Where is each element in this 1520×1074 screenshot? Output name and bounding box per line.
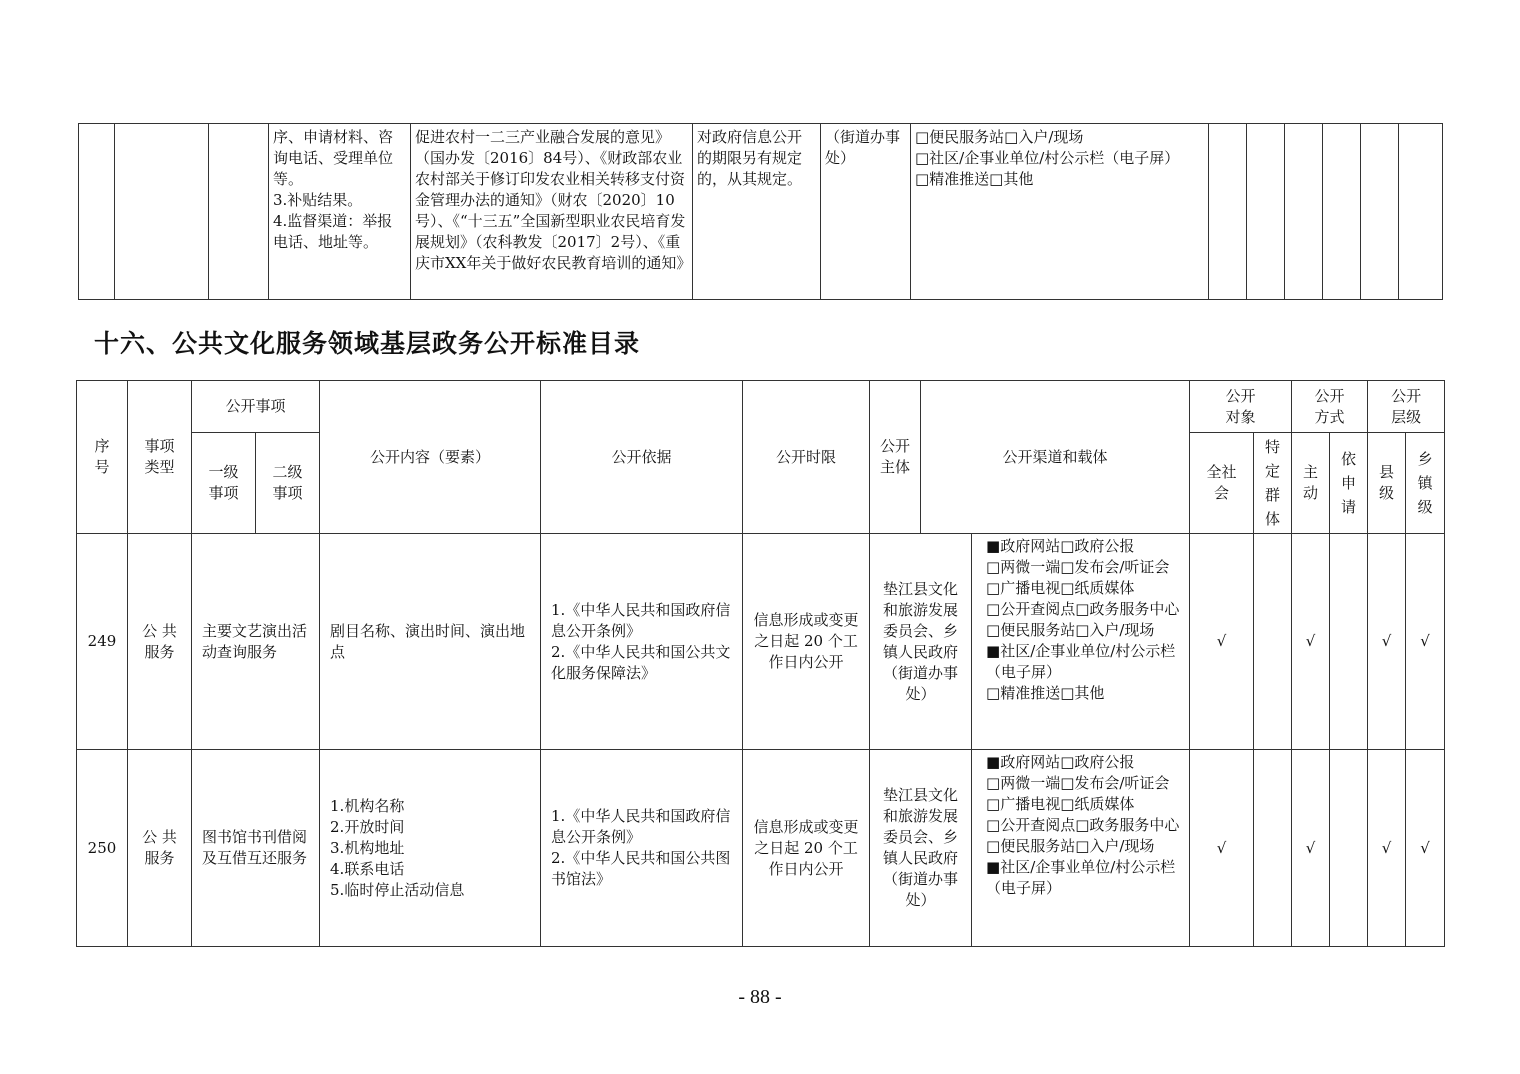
channels-cell: □便民服务站□入户/现场 □社区/企事业单位/村公示栏（电子屏） □精准推送□其他	[911, 124, 1209, 300]
header-active: 主 动	[1292, 433, 1330, 534]
county-cell: √	[1368, 534, 1406, 750]
header-seq: 序 号	[77, 381, 128, 534]
basis-cell: 促进农村一二三产业融合发展的意见》（国办发〔2016〕84号）、《财政部农业农村部关于修订印发农业相关转移支付资金管理办法的通知》（财农〔2020〕10号）、《“十三五”全国新型职业农民培育发展规划》（农科教发〔2017〕2号）、《重庆市XX年关于做好农民教育培训的通知》	[411, 124, 693, 300]
table-row	[77, 534, 1445, 750]
time-limit-cell: 信息形成或变更之日起 20 个工作日内公开	[743, 750, 870, 947]
channels-cell: ■政府网站□政府公报 □两微一端□发布会/听证会 □广播电视□纸质媒体 □公开查阅点□政务服务中心 □便民服务站□入户/现场 ■社区/企事业单位/村公示栏（电子屏） □精准推送□其他	[972, 534, 1190, 750]
channels-cell: ■政府网站□政府公报 □两微一端□发布会/听证会 □广播电视□纸质媒体 □公开查阅点□政务服务中心 □便民服务站□入户/现场 ■社区/企事业单位/村公示栏（电子屏）	[972, 750, 1190, 947]
content-cell: 序、申请材料、咨询电话、受理单位等。 3.补贴结果。 4.监督渠道：举报电话、地址等。	[269, 124, 411, 300]
header-level1: 一级 事项	[192, 433, 256, 534]
header-time-limit: 公开时限	[743, 381, 870, 534]
header-county: 县 级	[1368, 433, 1406, 534]
item-cell: 图书馆书刊借阅及互借互还服务	[192, 750, 320, 947]
page-number: - 88 -	[738, 986, 782, 1008]
type-cell: 公 共 服务	[128, 750, 192, 947]
seq-cell: 250	[77, 750, 128, 947]
active-cell: √	[1292, 750, 1330, 947]
subject-cell: （街道办事处）	[821, 124, 911, 300]
all-society-cell: √	[1190, 750, 1254, 947]
item-cell: 主要文艺演出活动查询服务	[192, 534, 320, 750]
header-channels: 公开渠道和载体	[921, 381, 1190, 534]
header-target: 公开 对象	[1190, 381, 1292, 433]
basis-cell: 1.《中华人民共和国政府信息公开条例》 2.《中华人民共和国公共图书馆法》	[541, 750, 743, 947]
seq-cell: 249	[77, 534, 128, 750]
active-cell: √	[1292, 534, 1330, 750]
specific-group-cell	[1254, 534, 1292, 750]
time-limit-cell: 信息形成或变更之日起 20 个工作日内公开	[743, 534, 870, 750]
township-cell: √	[1406, 750, 1445, 947]
subject-cell: 垫江县文化和旅游发展委员会、乡镇人民政府（街道办事处）	[870, 534, 972, 750]
table-row	[77, 750, 1445, 947]
header-level: 公开 层级	[1368, 381, 1445, 433]
header-basis: 公开依据	[541, 381, 743, 534]
all-society-cell: √	[1190, 534, 1254, 750]
header-all-society: 全社 会	[1190, 433, 1254, 534]
continuation-row	[79, 124, 1443, 300]
subject-cell: 垫江县文化和旅游发展委员会、乡镇人民政府（街道办事处）	[870, 750, 972, 947]
content-cell: 剧目名称、演出时间、演出地点	[320, 534, 541, 750]
header-level2: 二级 事项	[256, 433, 320, 534]
standard-catalog-table	[76, 380, 1445, 947]
header-specific-group: 特 定 群 体	[1254, 433, 1292, 534]
specific-group-cell	[1254, 750, 1292, 947]
header-items: 公开事项	[192, 381, 320, 433]
on-request-cell	[1330, 750, 1368, 947]
header-on-request: 依 申 请	[1330, 433, 1368, 534]
content-cell: 1.机构名称 2.开放时间 3.机构地址 4.联系电话 5.临时停止活动信息	[320, 750, 541, 947]
time-limit-cell: 对政府信息公开的期限另有规定的，从其规定。	[693, 124, 821, 300]
header-type: 事项 类型	[128, 381, 192, 534]
type-cell: 公 共 服务	[128, 534, 192, 750]
header-row-1	[77, 381, 1445, 433]
header-subject: 公开 主体	[870, 381, 921, 534]
continuation-table	[78, 123, 1443, 300]
county-cell: √	[1368, 750, 1406, 947]
header-method: 公开 方式	[1292, 381, 1368, 433]
header-township: 乡 镇 级	[1406, 433, 1445, 534]
township-cell: √	[1406, 534, 1445, 750]
section-title: 十六、公共文化服务领域基层政务公开标准目录	[94, 329, 641, 358]
basis-cell: 1.《中华人民共和国政府信息公开条例》 2.《中华人民共和国公共文化服务保障法》	[541, 534, 743, 750]
on-request-cell	[1330, 534, 1368, 750]
header-content: 公开内容（要素）	[320, 381, 541, 534]
